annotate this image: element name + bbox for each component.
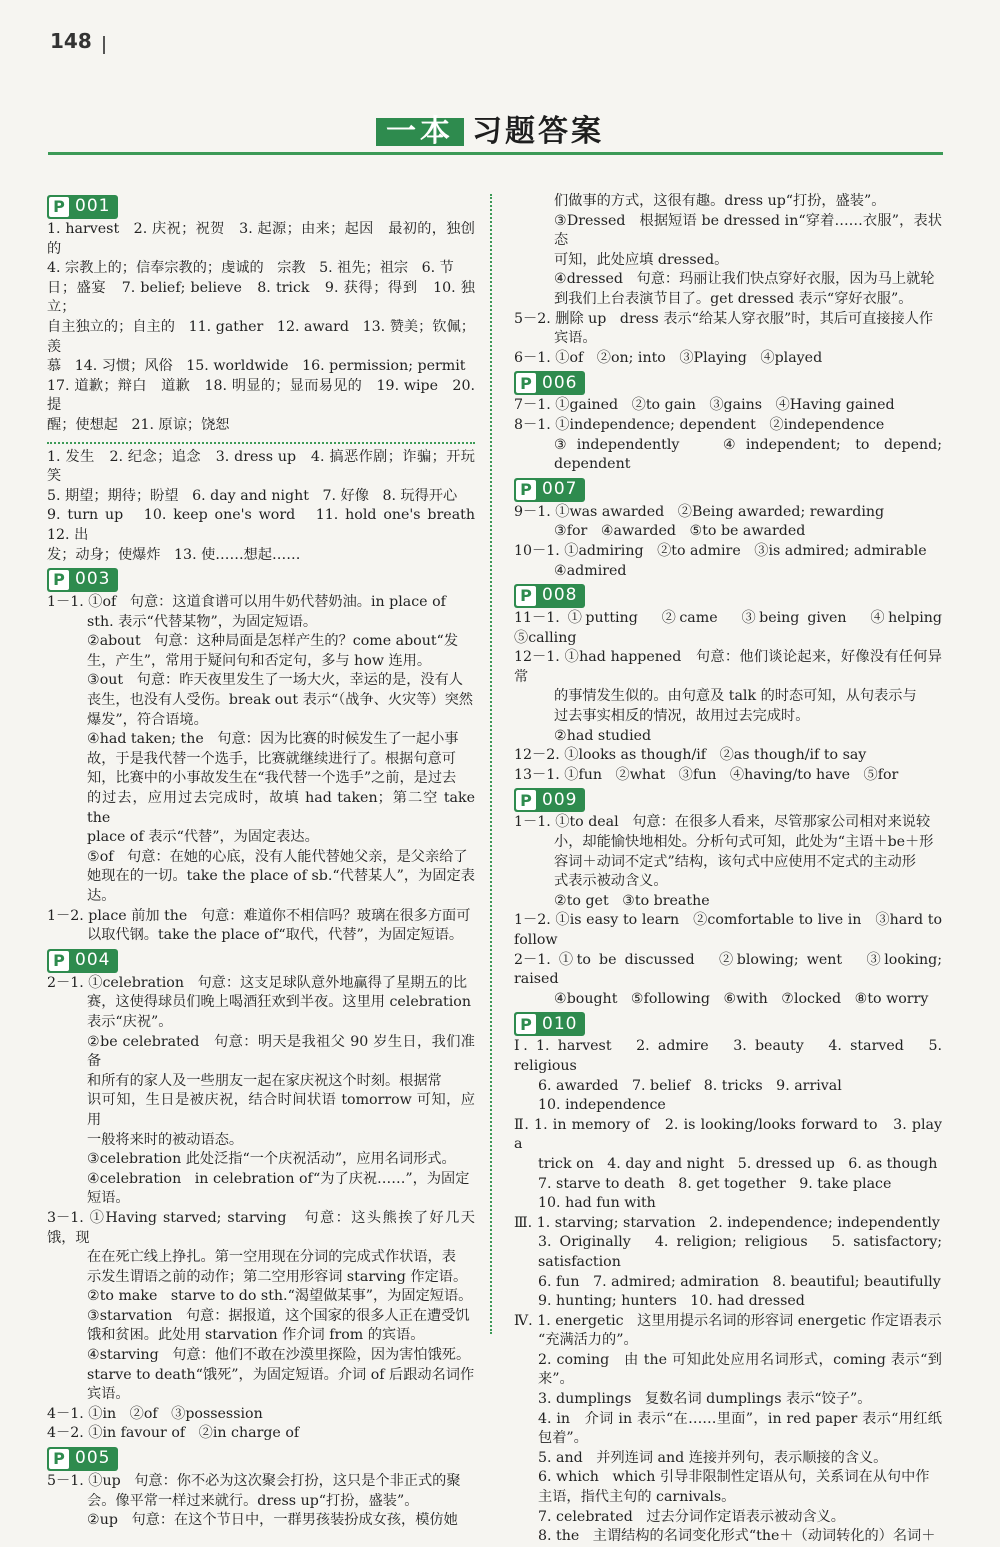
answer-line: 12－1. ①had happened 句意：他们谈论起来，好像没有任何异常 <box>514 649 942 685</box>
answer-line: Ⅳ. 1. energetic 这里用提示名词的形容词 energetic 作定语表示 <box>514 1312 942 1329</box>
answer-line: 9. turn up 10. keep one's word 11. hold one's breath 12. 出 <box>47 507 489 543</box>
answer-continuation: 的过去，应用过去完成时，故填 had taken；第二空 take the <box>87 790 480 826</box>
answer-continuation: 容词＋动词不定式”结构，该句式中应使用不定式的主动形 <box>554 853 916 870</box>
answer-continuation: 生，产生”，常用于疑问句和否定句，多与 how 连用。 <box>87 652 432 669</box>
answer-line: Ⅰ. 1. harvest 2. admire 3. beauty 4. starved 5. religious <box>514 1038 947 1074</box>
answer-line: Ⅱ. 1. in memory of 2. is looking/looks forward to 3. play a <box>514 1116 947 1153</box>
section-badge-p-icon: P <box>49 951 69 971</box>
answer-line: 11－1. ①putting ②came ③being given ④helping ⑤calling <box>514 610 956 646</box>
answer-continuation: 会。像平常一样过来就行。dress up“打扮，盛装”。 <box>87 1492 419 1509</box>
answer-continuation: 宾语。 <box>87 1386 130 1403</box>
header-badge: 一本 <box>376 118 464 146</box>
answer-line: 1－2. ①is easy to learn ②comfortable to live in ③hard to follow <box>514 912 947 948</box>
page-number-divider <box>103 36 105 54</box>
answer-line: 1－2. place 前加 the 句意：难道你不相信吗？玻璃在很多方面可 <box>47 907 471 924</box>
section-number: 008 <box>542 585 578 606</box>
answer-continuation: 她现在的一切。take the place of sb.“代替某人”，为固定表达。 <box>87 868 475 904</box>
answer-continuation: 饿和贫困。此处用 starvation 作介词 from 的宾语。 <box>87 1327 425 1344</box>
answer-line: 2－1. ①celebration 句意：这支足球队意外地赢得了星期五的比 <box>47 974 468 991</box>
answer-continuation: “充满活力的”。 <box>538 1332 638 1349</box>
answer-continuation: place of 表示“代替”，为固定表达。 <box>87 829 319 846</box>
section-badge-p-icon: P <box>516 480 536 500</box>
section-badge-p-icon: P <box>49 197 69 217</box>
answer-line: 9－1. ①was awarded ②Being awarded; rewarding <box>514 503 885 520</box>
answer-line: 4－1. ①in ②of ③possession <box>47 1405 263 1422</box>
answer-continuation: 10. had fun with <box>538 1195 656 1212</box>
section-number: 009 <box>542 789 578 810</box>
answer-continuation: ④had taken; the 句意：因为比赛的时候发生了一起小事 <box>87 731 459 748</box>
answer-continuation: 爆发”，符合语境。 <box>87 711 208 728</box>
answer-continuation: 小，却能愉快地相处。分析句式可知，此处为“主语＋be＋形 <box>554 834 934 851</box>
answer-continuation: 在在死亡线上挣扎。第一空用现在分词的完成式作状语，表 <box>87 1249 456 1266</box>
answer-continuation: 7. starve to death 8. get together 9. take place <box>538 1175 892 1192</box>
answer-continuation: ②had studied <box>554 727 652 744</box>
answer-line: 17. 道歉；辩白 道歉 18. 明显的；显而易见的 19. wipe 20. 提 <box>47 377 480 414</box>
answer-continuation: starve to death“饿死”，为固定短语。介词 of 后跟动名词作 <box>87 1366 475 1383</box>
answer-continuation: ②be celebrated 句意：明天是我祖父 90 岁生日，我们准备 <box>87 1033 475 1070</box>
answer-continuation: 5. and 并列连词 and 连接并列句，表示顺接的含义。 <box>538 1449 888 1466</box>
section-badge-p-icon: P <box>516 373 536 393</box>
answer-line: 5－1. ①up 句意：你不必为这次聚会打扮，这只是个非正式的聚 <box>47 1473 461 1490</box>
answer-line: 1－1. ①to deal 句意：在很多人看来，尽管那家公司相对来说较 <box>514 814 931 831</box>
answer-continuation: 可知，此处应填 dressed。 <box>554 251 729 268</box>
section-badge <box>47 1447 118 1471</box>
section-badge-p-icon: P <box>49 1449 69 1469</box>
answer-continuation: ⑤of 句意：在她的心底，没有人能代替她父亲，是父亲给了 <box>87 848 468 865</box>
answer-continuation: 的事情发生似的。由句意及 talk 的时态可知，从句表示与 <box>554 688 917 705</box>
answer-continuation: ④dressed 句意：玛丽让我们快点穿好衣服，因为马上就轮 <box>554 271 935 288</box>
section-number: 010 <box>542 1013 578 1034</box>
answer-continuation: sth. 表示“代替某物”，为固定短语。 <box>87 613 318 630</box>
page-number: 148 <box>50 29 92 53</box>
answer-continuation: ④bought ⑤following ⑥with ⑦locked ⑧to worry <box>554 990 929 1007</box>
answer-continuation: 示发生谓语之前的动作；第二空用形容词 starving 作定语。 <box>87 1268 468 1285</box>
answer-continuation: ③starvation 句意：据报道，这个国家的很多人正在遭受饥 <box>87 1307 470 1324</box>
page-title: 习题答案 <box>472 114 604 149</box>
section-badge <box>514 371 585 395</box>
answer-continuation: ③Dressed 根据短语 be dressed in“穿着……衣服”，表状态 <box>554 212 942 249</box>
answer-line: 4. 宗教上的；信奉宗教的；虔诚的 宗教 5. 祖先；祖宗 6. 节 <box>47 260 454 277</box>
answer-continuation: ②about 句意：这种局面是怎样产生的？come about“发 <box>87 633 459 650</box>
answer-continuation: ④starving 句意：他们不敢在沙漠里探险，因为害怕饿死。 <box>87 1347 471 1364</box>
answer-continuation: 过去事实相反的情况，故用过去完成时。 <box>554 708 810 725</box>
answer-line: 13－1. ①fun ②what ③fun ④having/to have ⑤for <box>514 766 899 783</box>
answer-continuation: 7. celebrated 过去分词作定语表示被动含义。 <box>538 1508 845 1525</box>
section-badge-p-icon: P <box>516 586 536 606</box>
answer-continuation: 9. hunting; hunters 10. had dressed <box>538 1293 805 1310</box>
section-number: 005 <box>75 1448 111 1469</box>
answer-line: 5. 期望；期待；盼望 6. day and night 7. 好像 8. 玩得开心 <box>47 487 458 504</box>
answer-continuation: 故，于是我代替一个选手，比赛就继续进行了。根据句意可 <box>87 750 456 767</box>
answer-continuation: 6. fun 7. admired; admiration 8. beautiful; beautifully <box>538 1273 941 1290</box>
answer-continuation: ②to get ③to breathe <box>554 892 710 909</box>
left-column <box>47 192 489 1531</box>
answer-continuation: 式表示被动含义。 <box>554 873 668 890</box>
answer-continuation: 丧生，也没有人受伤。break out 表示“（战争、火灾等）突然 <box>87 692 473 709</box>
right-column <box>514 192 956 1547</box>
answer-line: 3－1. ①Having starved; starving 句意：这头熊挨了好几天饿，现 <box>47 1209 475 1246</box>
answer-continuation: 一般将来时的被动语态。 <box>87 1131 244 1148</box>
answer-line: 2－1. ①to be discussed ②blowing; went ③looking; raised <box>514 951 947 988</box>
answer-continuation: 们做事的方式，这很有趣。dress up“打扮，盛装”。 <box>554 193 886 209</box>
answer-continuation: 8. the 主谓结构的名词变化形式“the＋（动词转化的）名词＋ <box>538 1528 936 1545</box>
answer-line: 5－2. 删除 up dress 表示“给某人穿衣服”时，其后可直接接人作 <box>514 310 934 327</box>
section-badge <box>514 1012 585 1036</box>
answer-continuation: 2. coming 由 the 可知此处应用名词形式，coming 表示“到来”。 <box>538 1351 942 1388</box>
section-badge-p-icon: P <box>516 790 536 810</box>
answer-continuation: 以取代钢。take the place of“取代，代替”，为固定短语。 <box>87 927 464 944</box>
answer-line: 慕 14. 习惯；风俗 15. worldwide 16. permission; permit <box>47 358 466 375</box>
answer-line: 1. 发生 2. 纪念；追念 3. dress up 4. 搞恶作剧；诈骗；开玩笑 <box>47 448 475 485</box>
answer-line: 自主独立的；自主的 11. gather 12. award 13. 赞美；钦佩；羡 <box>47 318 475 355</box>
answer-continuation: 6. which which 引导非限制性定语从句，关系词在从句中作 <box>538 1469 930 1486</box>
section-number: 001 <box>75 196 111 217</box>
section-badge <box>47 568 118 592</box>
answer-line: 醒；使想起 21. 原谅；饶恕 <box>47 416 230 433</box>
answer-line: 10－1. ①admiring ②to admire ③is admired; admirable <box>514 542 927 559</box>
section-badge <box>514 584 585 608</box>
answer-continuation: ③for ④awarded ⑤to be awarded <box>554 523 806 540</box>
section-badge <box>47 949 118 973</box>
answer-continuation: 识可知，生日是被庆祝，结合时间状语 tomorrow 可知，应用 <box>87 1092 475 1128</box>
section-badge-p-icon: P <box>49 570 69 590</box>
answer-line: Ⅲ. 1. starving; starvation 2. independence; independently <box>514 1214 940 1231</box>
answer-continuation: 宾语。 <box>554 330 597 347</box>
section-number: 007 <box>542 478 578 499</box>
answer-continuation: 主语，指代主句的 carnivals。 <box>538 1489 736 1506</box>
answer-line: 1－1. ①of 句意：这道食谱可以用牛奶代替奶油。in place of <box>47 594 446 611</box>
answer-continuation: 表示“庆祝”。 <box>87 1013 173 1030</box>
answer-line: 发；动身；使爆炸 13. 使……想起…… <box>47 546 301 563</box>
answer-continuation: 10. independence <box>538 1097 666 1114</box>
answer-continuation: 短语。 <box>87 1190 130 1207</box>
answer-continuation: 到我们上台表演节目了。get dressed 表示“穿好衣服”。 <box>554 290 913 307</box>
column-divider <box>490 194 492 1334</box>
section-badge <box>514 478 585 502</box>
section-badge <box>47 195 118 219</box>
answer-line: 7－1. ①gained ②to gain ③gains ④Having gained <box>514 397 895 414</box>
answer-line: 日；盛宴 7. belief; believe 8. trick 9. 获得；得到 10. 独立； <box>47 279 475 316</box>
answer-continuation: ④celebration in celebration of“为了庆祝……”，为固定 <box>87 1170 470 1187</box>
section-badge-p-icon: P <box>516 1014 536 1034</box>
answer-continuation: ③celebration 此处泛指“一个庆祝活动”，应用名词形式。 <box>87 1151 456 1168</box>
answer-continuation: 和所有的家人及一些朋友一起在家庆祝这个时刻。根据常 <box>87 1072 442 1089</box>
answer-continuation: 赛，这使得球员们晚上喝酒狂欢到半夜。这里用 celebration <box>87 994 471 1011</box>
answer-line: 6－1. ①of ②on; into ③Playing ④played <box>514 349 823 366</box>
answer-line: 4－2. ①in favour of ②in charge of <box>47 1425 300 1442</box>
section-badge <box>514 788 585 812</box>
answer-continuation: trick on 4. day and night 5. dressed up 6. as though <box>538 1155 938 1172</box>
answer-line: 12－2. ①looks as though/if ②as though/if to say <box>514 747 867 764</box>
dotted-separator <box>47 442 475 444</box>
answer-line: 8－1. ①independence; dependent ②independence <box>514 416 885 433</box>
answer-continuation: ④admired <box>554 562 627 579</box>
answer-continuation: 4. in 介词 in 表示“在……里面”，in red paper 表示“用红纸包着”。 <box>538 1410 942 1447</box>
answer-continuation: 6. awarded 7. belief 8. tricks 9. arrival <box>538 1077 842 1094</box>
answer-continuation: 知，比赛中的小事故发生在“我代替一个选手”之前，是过去 <box>87 770 457 787</box>
answer-continuation: ③independently ④independent; to depend; dependent <box>554 436 947 473</box>
page-header <box>376 114 604 149</box>
answer-continuation: ③out 句意：昨天夜里发生了一场大火，幸运的是，没有人 <box>87 672 463 689</box>
section-number: 003 <box>75 569 111 590</box>
answer-line: 1. harvest 2. 庆祝；祝贺 3. 起源；由来；起因 最初的，独创的 <box>47 221 475 257</box>
section-number: 004 <box>75 949 111 970</box>
section-number: 006 <box>542 372 578 393</box>
answer-continuation: ②to make starve to do sth.“渴望做某事”，为固定短语。 <box>87 1288 473 1305</box>
answer-continuation: 3. dumplings 复数名词 dumplings 表示“饺子”。 <box>538 1391 872 1408</box>
answer-continuation: 3. Originally 4. religion; religious 5. satisfactory; satisfaction <box>538 1234 947 1270</box>
answer-continuation: ②up 句意：在这个节日中，一群男孩装扮成女孩，模仿她 <box>87 1512 458 1529</box>
header-rule <box>48 152 943 155</box>
